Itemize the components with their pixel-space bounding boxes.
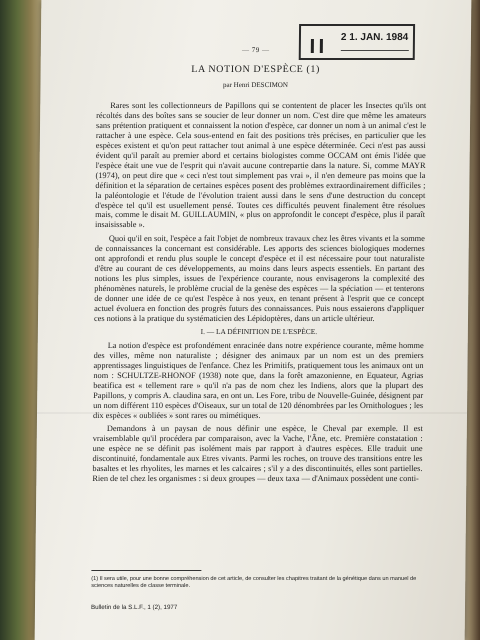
article-author: par Henri DESCIMON [222,81,288,89]
paragraph: Rares sont les collectionneurs de Papillons qui se contentent de placer les Insectes qu'ils ont récoltés dans des boîtes sans se soucier de leur donner un nom. C'est dire que même les amateurs sans prétention pratiquent et connaissent la notion d'espèce, car donner un nom à un animal c'est le rattacher à une espèce. Cela sous-entend en fait des positions très précises, en particulier que les espèces existent et qu'on peut rattacher tout animal à une espèce déterminée. Ceci n'est pas aussi évident qu'il paraît au premier abord et certains biologistes comme OCCAM ont émis l'idée que l'espèce était une vue de l'esprit qui n'avait aucune contrepartie dans la nature. Si, comme MAYR (1974), on peut dire que « ceci n'est tout simplement pas vrai », il n'en demeure pas moins que la définition et la séparation de certaines espèces posent des problèmes extraordinairement difficiles ; la paléontologie et l'étude de l'évolution traient aussi dans le sens d'une destruction du concept d'espèce tel qu'il est usuellement pensé. Toutes ces difficultés peuvent finalement être résolues mais, comme le disait M. GUILLAUMIN, « plus on approfondit le concept d'espèce, plus il paraît insaisissable ». [94,101,427,230]
stamp-date: 2 1. JAN. 1984 [340,32,409,43]
stamp-line [341,50,409,51]
footnote: (1) Il sera utile, pour une bonne compréhension de cet article, de consulter les chapitres traitant de la génétique dans un manuel de sciences naturelles de classe terminale. [91,576,417,589]
article-title: LA NOTION D'ESPÈCE (1) [191,64,320,75]
paper-page [35,0,472,640]
journal-citation: Bulletin de la S.L.F., 1 (2), 1977 [90,604,178,611]
paragraph: Demandons à un paysan de nous définir une espèce, le Cheval par exemple. Il est vraisemblable qu'il procédera par comparaison, avec la Vache, l'Âne, etc. Première constatation : une espèce ne se définit pas isolément mais par rapport à d'autres espèces. Elle traduit une discontinuité, fondamentale aux Etres vivants. Parmi les roches, on trouve des transitions entre les basaltes et les rhyolites, les marnes et les calcaires ; s'il y a des discontinuités, elles sont partielles. Rien de tel chez les organismes : si deux groupes — deux taxa — d'Animaux possèdent une conti- [92,424,423,484]
library-stamp [299,24,415,60]
footnote-rule [91,570,201,571]
section-heading: I. — LA DÉFINITION DE L'ESPÈCE. [200,326,318,336]
paragraph: Quoi qu'il en soit, l'espèce a fait l'objet de nombreux travaux chez les êtres vivants et la somme de connaissances la concernant est considérable. Les apports des sciences biologiques modernes ont approfondi et rendu plus souple le concept d'espèce et il est nécessaire pour tout naturaliste d'être au courant de ces développements, au moins dans leurs aspects essentiels. En partant des notions les plus simples, issues de l'expérience courante, nous envisagerons la complexité des phénomènes naturels, le problème crucial de la genèse des espèces — la spéciation — et tenterons de donner une idée de ce qu'est l'espèce à nos yeux, en tenant présent à l'esprit que ce concept actuel évoluera en fonction des progrès futurs des connaissances. Puis nous essaierons d'appliquer ces notions à la pratique du systématicien des Lépidoptères, dans un article ultérieur. [93,234,425,324]
stamp-glyph [311,39,323,53]
page-number: — 79 — [242,46,270,54]
journal-footer [91,604,421,611]
paragraph: La notion d'espèce est profondément enracinée dans notre expérience courante, même homme des villes, même non naturaliste ; désigner des animaux par un nom est un des premiers apprentissages linguistiques de l'enfance. Chez les Primitifs, pratiquement tous les animaux ont un nom : SCHULTZE-RHONOF (1938) note que, dans la forêt amazonienne, en Equateur, Agrias beatifica est « tellement rare » qu'il n'a pas de nom chez les Indiens, alors que la plupart des Papillons, y compris A. claudina sara, en ont un. Les Fore, tribu de Nouvelle-Guinée, désignent par un nom différent 110 espèces d'Oiseaux, sur un total de 120 dénombrées par les Ornithologues ; les dix espèces « oubliées » sont rares ou mimétiques. [92,340,424,420]
article-body [92,101,426,488]
